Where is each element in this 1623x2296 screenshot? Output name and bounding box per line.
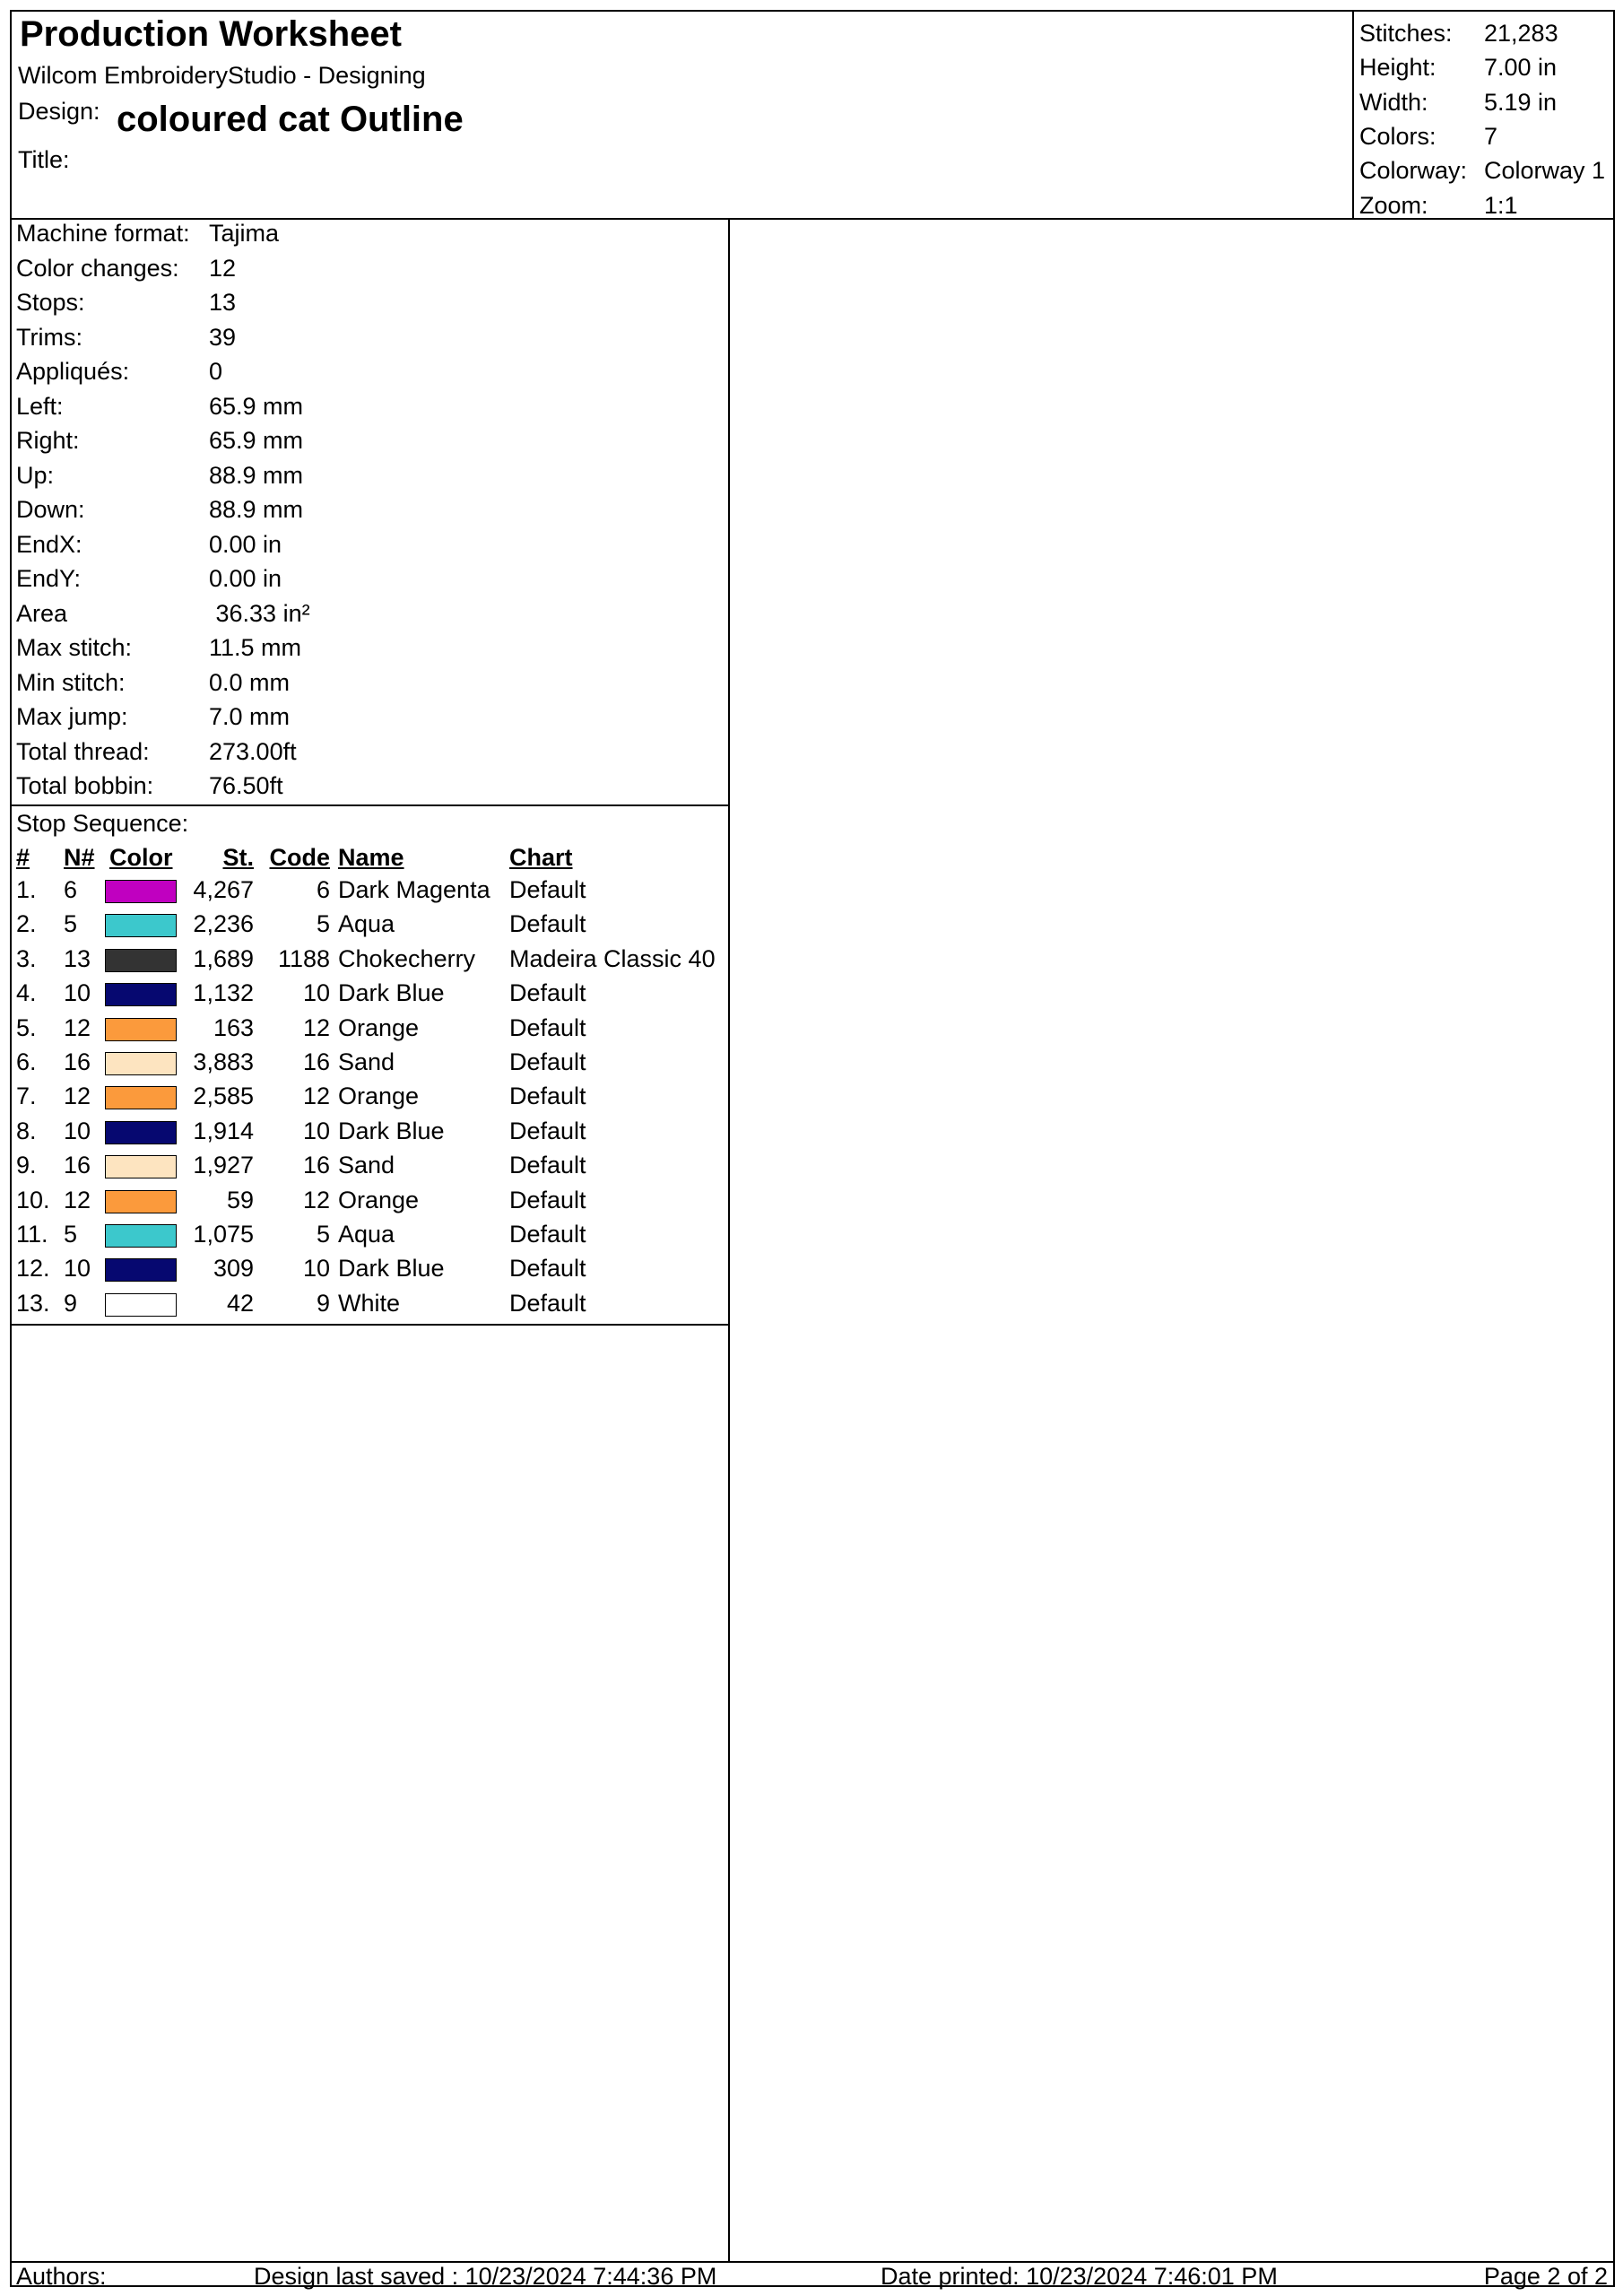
row-stitches: 1,927 [193, 1152, 254, 1179]
table-row [12, 1014, 728, 1048]
color-swatch [105, 1258, 177, 1282]
worksheet-header [12, 12, 1613, 220]
stat-value: 88.9 mm [209, 496, 304, 523]
row-stitches: 309 [213, 1255, 254, 1283]
stat-label: Color changes: [16, 254, 179, 282]
row-code: 10 [302, 979, 330, 1007]
title-label: Title: [18, 146, 70, 173]
header-stitches: St. [222, 844, 254, 871]
stop-sequence-title: Stop Sequence: [16, 810, 189, 837]
row-chart: Default [509, 876, 586, 903]
stat-value: 0.00 in [209, 530, 282, 558]
color-swatch [105, 1190, 177, 1213]
software-name: Wilcom EmbroideryStudio - Designing [18, 62, 426, 89]
row-needle: 5 [64, 1221, 78, 1248]
footer-authors: Authors: [16, 2263, 107, 2290]
row-index: 4. [16, 979, 37, 1007]
row-needle: 10 [64, 1255, 91, 1283]
color-swatch [105, 1293, 177, 1317]
summary-label: Colors: [1359, 122, 1436, 150]
stat-label: Trims: [16, 323, 82, 351]
row-index: 3. [16, 944, 37, 972]
row-stitches: 3,883 [193, 1048, 254, 1075]
color-swatch [105, 1018, 177, 1041]
row-needle: 12 [64, 1186, 91, 1213]
table-row [12, 910, 728, 944]
row-color-name: Chokecherry [338, 944, 476, 972]
row-index: 10. [16, 1186, 50, 1213]
row-code: 16 [302, 1152, 330, 1179]
table-row [12, 1048, 728, 1083]
color-swatch [105, 1224, 177, 1248]
row-index: 1. [16, 876, 37, 903]
row-code: 9 [316, 1289, 330, 1317]
row-stitches: 59 [226, 1186, 254, 1213]
row-stitches: 163 [213, 1013, 254, 1041]
stop-sequence-table [12, 806, 728, 1326]
row-needle: 10 [64, 1117, 91, 1144]
stat-value: 65.9 mm [209, 392, 304, 420]
row-color-name: Aqua [338, 1221, 395, 1248]
row-stitches: 4,267 [193, 876, 254, 903]
row-chart: Default [509, 1255, 586, 1283]
row-code: 5 [316, 910, 330, 938]
footer-page-number: Page 2 of 2 [1483, 2263, 1608, 2290]
table-row [12, 1290, 728, 1324]
row-chart: Default [509, 1048, 586, 1075]
row-color-name: Dark Blue [338, 1255, 445, 1283]
stat-value: 0.00 in [209, 565, 282, 592]
worksheet-page [10, 10, 1615, 2290]
row-needle: 16 [64, 1048, 91, 1075]
stat-label: Machine format: [16, 220, 190, 247]
summary-value: 21,283 [1484, 20, 1558, 47]
stat-label: Left: [16, 392, 64, 420]
design-label: Design: [18, 98, 100, 125]
table-row [12, 876, 728, 910]
color-swatch [105, 949, 177, 972]
row-stitches: 1,689 [193, 944, 254, 972]
header-info [12, 12, 1352, 218]
summary-label: Width: [1359, 88, 1428, 116]
stat-label: EndX: [16, 530, 82, 558]
stat-label: Area [16, 599, 68, 627]
row-color-name: Sand [338, 1048, 395, 1075]
row-index: 9. [16, 1152, 37, 1179]
header-index: # [16, 844, 30, 871]
color-swatch [105, 880, 177, 903]
stat-label: Total thread: [16, 737, 150, 765]
row-chart: Default [509, 1186, 586, 1213]
table-row [12, 1152, 728, 1186]
row-needle: 9 [64, 1289, 78, 1317]
header-needle: N# [64, 844, 95, 871]
row-code: 12 [302, 1083, 330, 1110]
row-index: 5. [16, 1013, 37, 1041]
row-index: 6. [16, 1048, 37, 1075]
stat-label: Right: [16, 427, 80, 454]
row-code: 1188 [277, 944, 330, 972]
summary-value: 7.00 in [1484, 54, 1558, 82]
header-color: Color [109, 844, 173, 871]
stat-value: 13 [209, 289, 237, 316]
summary-value: 1:1 [1484, 191, 1518, 219]
row-code: 12 [302, 1013, 330, 1041]
row-chart: Default [509, 1117, 586, 1144]
stat-label: Total bobbin: [16, 772, 154, 799]
table-row [12, 945, 728, 979]
color-swatch [105, 1121, 177, 1144]
stat-value: 11.5 mm [209, 634, 302, 661]
row-needle: 13 [64, 944, 91, 972]
summary-value: 5.19 in [1484, 88, 1558, 116]
stat-value: 273.00ft [209, 737, 297, 765]
table-row [12, 1118, 728, 1152]
row-code: 12 [302, 1186, 330, 1213]
summary-value: Colorway 1 [1484, 157, 1606, 185]
table-row [12, 1083, 728, 1117]
footer-date-printed: Date printed: 10/23/2024 7:46:01 PM [881, 2263, 1278, 2290]
row-index: 11. [16, 1221, 48, 1248]
stat-value: 12 [209, 254, 237, 282]
stat-value: 7.0 mm [209, 703, 291, 730]
row-color-name: Orange [338, 1013, 420, 1041]
row-chart: Default [509, 910, 586, 938]
worksheet-footer [12, 2261, 1613, 2291]
design-summary [1352, 12, 1615, 218]
color-swatch [105, 914, 177, 937]
details-column [12, 218, 730, 2261]
machine-stats [12, 218, 728, 806]
row-needle: 12 [64, 1013, 91, 1041]
header-chart: Chart [509, 844, 573, 871]
header-code: Code [269, 844, 330, 871]
summary-label: Colorway: [1359, 157, 1468, 185]
row-stitches: 42 [226, 1289, 254, 1317]
design-name: coloured cat Outline [117, 100, 464, 139]
color-swatch [105, 1155, 177, 1178]
row-stitches: 1,914 [193, 1117, 254, 1144]
stat-value: 76.50ft [209, 772, 283, 799]
row-chart: Default [509, 1152, 586, 1179]
row-chart: Default [509, 1083, 586, 1110]
stat-label: Stops: [16, 289, 85, 316]
row-color-name: Dark Blue [338, 1117, 445, 1144]
stat-label: Max jump: [16, 703, 128, 730]
summary-label: Stitches: [1359, 20, 1453, 47]
row-color-name: Orange [338, 1083, 420, 1110]
color-swatch [105, 1052, 177, 1075]
row-stitches: 1,075 [193, 1221, 254, 1248]
row-needle: 10 [64, 979, 91, 1007]
stat-value: 0 [209, 358, 223, 385]
color-swatch [105, 983, 177, 1006]
stat-label: Appliqués: [16, 358, 130, 385]
table-row [12, 1255, 728, 1289]
footer-last-saved: Design last saved : 10/23/2024 7:44:36 PM [254, 2263, 717, 2290]
stat-label: Down: [16, 496, 85, 523]
stat-value: 65.9 mm [209, 427, 304, 454]
row-code: 16 [302, 1048, 330, 1075]
row-color-name: Aqua [338, 910, 395, 938]
header-name: Name [338, 844, 404, 871]
row-chart: Default [509, 1221, 586, 1248]
row-chart: Madeira Classic 40 [509, 944, 716, 972]
row-stitches: 2,236 [193, 910, 254, 938]
stat-label: Max stitch: [16, 634, 133, 661]
stat-value: 36.33 in² [209, 599, 310, 627]
summary-value: 7 [1484, 122, 1498, 150]
row-chart: Default [509, 1289, 586, 1317]
table-row [12, 1187, 728, 1221]
row-code: 10 [302, 1117, 330, 1144]
row-index: 12. [16, 1255, 50, 1283]
stat-value: 88.9 mm [209, 461, 304, 489]
row-chart: Default [509, 979, 586, 1007]
summary-label: Zoom: [1359, 191, 1428, 219]
row-needle: 6 [64, 876, 78, 903]
row-needle: 5 [64, 910, 78, 938]
row-index: 13. [16, 1289, 50, 1317]
row-color-name: Dark Blue [338, 979, 445, 1007]
row-color-name: Sand [338, 1152, 395, 1179]
row-code: 5 [316, 1221, 330, 1248]
row-stitches: 1,132 [193, 979, 254, 1007]
color-swatch [105, 1086, 177, 1109]
page-title: Production Worksheet [20, 14, 402, 54]
stat-value: 0.0 mm [209, 668, 291, 696]
row-index: 8. [16, 1117, 37, 1144]
table-row [12, 979, 728, 1013]
row-needle: 12 [64, 1083, 91, 1110]
row-index: 7. [16, 1083, 37, 1110]
row-color-name: White [338, 1289, 401, 1317]
row-code: 10 [302, 1255, 330, 1283]
stat-value: 39 [209, 323, 237, 351]
row-index: 2. [16, 910, 37, 938]
row-color-name: Orange [338, 1186, 420, 1213]
row-chart: Default [509, 1013, 586, 1041]
row-color-name: Dark Magenta [338, 876, 490, 903]
row-code: 6 [316, 876, 330, 903]
stat-value: Tajima [209, 220, 280, 247]
stat-label: Min stitch: [16, 668, 126, 696]
table-row [12, 1221, 728, 1255]
summary-label: Height: [1359, 54, 1436, 82]
stat-label: EndY: [16, 565, 82, 592]
row-needle: 16 [64, 1152, 91, 1179]
stat-label: Up: [16, 461, 55, 489]
row-stitches: 2,585 [193, 1083, 254, 1110]
